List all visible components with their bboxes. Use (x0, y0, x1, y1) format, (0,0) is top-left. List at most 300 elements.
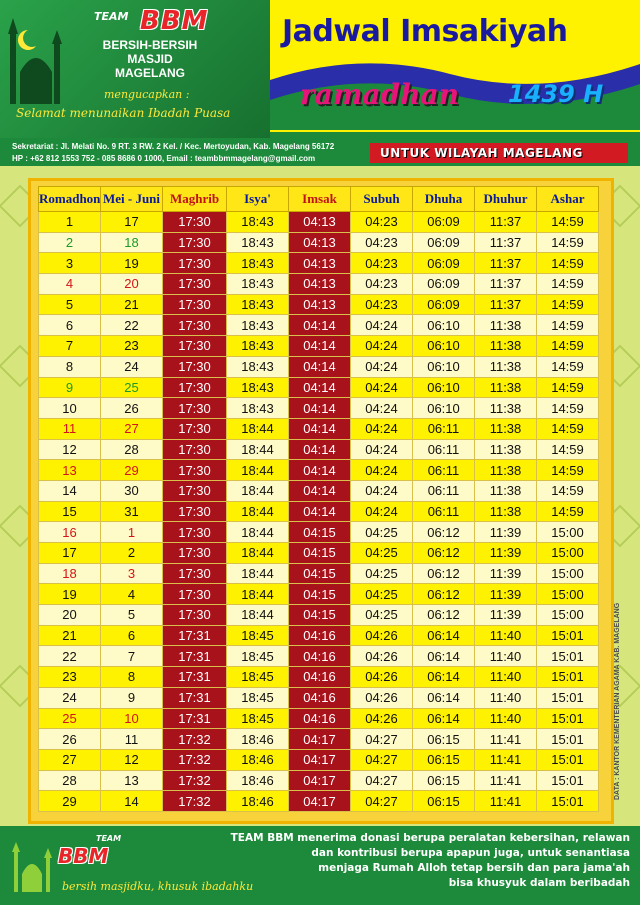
cell-ashar: 15:01 (537, 646, 599, 667)
cell-isya: 18:43 (227, 274, 289, 295)
table-row (39, 274, 599, 295)
cell-dhuha: 06:12 (413, 522, 475, 543)
cell-ashar: 14:59 (537, 253, 599, 274)
hijri-year: 1439 H (508, 80, 604, 108)
cell-ashar: 14:59 (537, 418, 599, 439)
cell-imsak: 04:16 (289, 708, 351, 729)
cell-dhuhur: 11:40 (475, 687, 537, 708)
cell-romadhon: 13 (39, 460, 101, 481)
cell-ashar: 14:59 (537, 315, 599, 336)
cell-isya: 18:45 (227, 708, 289, 729)
cell-subuh: 04:27 (351, 749, 413, 770)
cell-maghrib: 17:31 (163, 625, 227, 646)
cell-ashar: 14:59 (537, 212, 599, 233)
cell-dhuhur: 11:39 (475, 584, 537, 605)
cell-dhuhur: 11:39 (475, 605, 537, 626)
cell-ashar: 15:01 (537, 687, 599, 708)
cell-dhuhur: 11:38 (475, 356, 537, 377)
cell-maghrib: 17:30 (163, 543, 227, 564)
cell-ashar: 15:00 (537, 605, 599, 626)
cell-imsak: 04:13 (289, 212, 351, 233)
cell-dhuha: 06:15 (413, 729, 475, 750)
cell-isya: 18:43 (227, 212, 289, 233)
cell-dhuha: 06:14 (413, 687, 475, 708)
cell-dhuhur: 11:40 (475, 708, 537, 729)
cell-subuh: 04:26 (351, 646, 413, 667)
cell-romadhon: 18 (39, 563, 101, 584)
cell-imsak: 04:14 (289, 336, 351, 357)
cell-ashar: 15:00 (537, 522, 599, 543)
cell-date: 4 (101, 584, 163, 605)
cell-imsak: 04:14 (289, 439, 351, 460)
cell-date: 28 (101, 439, 163, 460)
cell-dhuha: 06:12 (413, 543, 475, 564)
cell-romadhon: 4 (39, 274, 101, 295)
cell-imsak: 04:16 (289, 667, 351, 688)
table-row (39, 687, 599, 708)
cell-romadhon: 11 (39, 418, 101, 439)
cell-dhuhur: 11:38 (475, 377, 537, 398)
cell-ashar: 14:59 (537, 398, 599, 419)
cell-isya: 18:43 (227, 232, 289, 253)
cell-romadhon: 7 (39, 336, 101, 357)
cell-maghrib: 17:30 (163, 439, 227, 460)
cell-romadhon: 10 (39, 398, 101, 419)
cell-imsak: 04:16 (289, 646, 351, 667)
cell-date: 26 (101, 398, 163, 419)
cell-subuh: 04:24 (351, 356, 413, 377)
cell-maghrib: 17:30 (163, 480, 227, 501)
cell-maghrib: 17:30 (163, 501, 227, 522)
cell-isya: 18:43 (227, 356, 289, 377)
cell-dhuha: 06:12 (413, 563, 475, 584)
cell-date: 29 (101, 460, 163, 481)
cell-ashar: 15:01 (537, 667, 599, 688)
cell-imsak: 04:13 (289, 294, 351, 315)
cell-imsak: 04:15 (289, 605, 351, 626)
cell-subuh: 04:25 (351, 563, 413, 584)
table-row (39, 480, 599, 501)
table-row (39, 729, 599, 750)
table-row (39, 418, 599, 439)
cell-maghrib: 17:32 (163, 791, 227, 812)
cell-dhuhur: 11:37 (475, 253, 537, 274)
cell-maghrib: 17:30 (163, 584, 227, 605)
header-imsak: Imsak (289, 187, 351, 212)
cell-imsak: 04:13 (289, 232, 351, 253)
table-row (39, 791, 599, 812)
table-row (39, 294, 599, 315)
cell-imsak: 04:14 (289, 418, 351, 439)
data-source-note: DATA : KANTOR KEMENTERIAN AGAMA KAB. MAGELANG (614, 602, 621, 800)
ramadhan-script: ramadhan (300, 78, 460, 111)
cell-date: 30 (101, 480, 163, 501)
table-row (39, 377, 599, 398)
cell-imsak: 04:17 (289, 749, 351, 770)
header-romadhon: Romadhon (39, 187, 101, 212)
cell-maghrib: 17:31 (163, 708, 227, 729)
donation-line: bisa khusyuk dalam beribadah (448, 877, 630, 889)
cell-ashar: 14:59 (537, 377, 599, 398)
page-title: Jadwal Imsakiyah (282, 14, 568, 49)
cell-date: 7 (101, 646, 163, 667)
cell-maghrib: 17:32 (163, 749, 227, 770)
cell-maghrib: 17:30 (163, 418, 227, 439)
cell-romadhon: 5 (39, 294, 101, 315)
cell-ashar: 14:59 (537, 294, 599, 315)
cell-dhuhur: 11:39 (475, 543, 537, 564)
cell-isya: 18:43 (227, 315, 289, 336)
cell-dhuhur: 11:41 (475, 729, 537, 750)
header-isya: Isya' (227, 187, 289, 212)
cell-dhuha: 06:11 (413, 439, 475, 460)
cell-subuh: 04:23 (351, 253, 413, 274)
region-label: UNTUK WILAYAH MAGELANG (380, 146, 583, 160)
cell-dhuhur: 11:38 (475, 315, 537, 336)
cell-subuh: 04:23 (351, 232, 413, 253)
cell-date: 25 (101, 377, 163, 398)
cell-dhuhur: 11:37 (475, 212, 537, 233)
donation-message (198, 831, 630, 891)
cell-date: 5 (101, 605, 163, 626)
cell-dhuha: 06:14 (413, 625, 475, 646)
cell-date: 9 (101, 687, 163, 708)
cell-ashar: 15:00 (537, 563, 599, 584)
cell-ashar: 14:59 (537, 501, 599, 522)
cell-romadhon: 23 (39, 667, 101, 688)
cell-ashar: 14:59 (537, 356, 599, 377)
cell-imsak: 04:13 (289, 274, 351, 295)
cell-subuh: 04:27 (351, 729, 413, 750)
cell-romadhon: 21 (39, 625, 101, 646)
cell-maghrib: 17:30 (163, 522, 227, 543)
table-row (39, 212, 599, 233)
header-maghrib: Maghrib (163, 187, 227, 212)
cell-romadhon: 16 (39, 522, 101, 543)
cell-isya: 18:45 (227, 646, 289, 667)
cell-subuh: 04:24 (351, 460, 413, 481)
table-row (39, 439, 599, 460)
cell-dhuha: 06:14 (413, 708, 475, 729)
cell-dhuha: 06:12 (413, 605, 475, 626)
donation-line: dan kontribusi berupa apapun juga, untuk senantiasa (311, 847, 630, 859)
table-body (39, 212, 599, 812)
mengucapkan-text: mengucapkan : (104, 88, 190, 101)
cell-dhuha: 06:11 (413, 418, 475, 439)
cell-dhuha: 06:11 (413, 501, 475, 522)
donation-line: menjaga Rumah Alloh tetap bersih dan para jama'ah (318, 862, 630, 874)
cell-maghrib: 17:30 (163, 274, 227, 295)
cell-ashar: 15:01 (537, 749, 599, 770)
cell-subuh: 04:27 (351, 791, 413, 812)
address-line1: Sekretariat : Jl. Melati No. 9 RT. 3 RW. 2 Kel. / Kec. Mertoyudan, Kab. Magelang 56172 (12, 142, 335, 151)
cell-ashar: 15:00 (537, 584, 599, 605)
cell-romadhon: 12 (39, 439, 101, 460)
cell-dhuha: 06:09 (413, 212, 475, 233)
cell-isya: 18:44 (227, 480, 289, 501)
cell-date: 11 (101, 729, 163, 750)
cell-subuh: 04:24 (351, 480, 413, 501)
cell-subuh: 04:26 (351, 708, 413, 729)
cell-dhuha: 06:14 (413, 667, 475, 688)
cell-isya: 18:43 (227, 253, 289, 274)
cell-dhuha: 06:10 (413, 356, 475, 377)
cell-subuh: 04:25 (351, 584, 413, 605)
cell-romadhon: 17 (39, 543, 101, 564)
cell-subuh: 04:24 (351, 398, 413, 419)
cell-imsak: 04:14 (289, 356, 351, 377)
cell-isya: 18:43 (227, 398, 289, 419)
cell-subuh: 04:25 (351, 522, 413, 543)
cell-subuh: 04:23 (351, 274, 413, 295)
cell-dhuha: 06:10 (413, 398, 475, 419)
cell-ashar: 14:59 (537, 274, 599, 295)
cell-maghrib: 17:32 (163, 770, 227, 791)
header-dhuha: Dhuha (413, 187, 475, 212)
cell-romadhon: 20 (39, 605, 101, 626)
cell-date: 19 (101, 253, 163, 274)
cell-dhuhur: 11:38 (475, 418, 537, 439)
cell-imsak: 04:14 (289, 460, 351, 481)
cell-dhuhur: 11:37 (475, 294, 537, 315)
cell-subuh: 04:23 (351, 212, 413, 233)
cell-isya: 18:44 (227, 563, 289, 584)
table-row (39, 501, 599, 522)
table-row (39, 770, 599, 791)
cell-dhuhur: 11:40 (475, 646, 537, 667)
cell-subuh: 04:24 (351, 418, 413, 439)
cell-dhuhur: 11:39 (475, 563, 537, 584)
cell-dhuhur: 11:41 (475, 770, 537, 791)
cell-maghrib: 17:30 (163, 563, 227, 584)
table-row (39, 708, 599, 729)
cell-imsak: 04:15 (289, 584, 351, 605)
cell-maghrib: 17:32 (163, 729, 227, 750)
cell-subuh: 04:24 (351, 439, 413, 460)
cell-ashar: 15:01 (537, 791, 599, 812)
header-ashar: Ashar (537, 187, 599, 212)
cell-isya: 18:43 (227, 336, 289, 357)
cell-date: 21 (101, 294, 163, 315)
cell-maghrib: 17:31 (163, 646, 227, 667)
cell-imsak: 04:15 (289, 522, 351, 543)
cell-isya: 18:44 (227, 522, 289, 543)
cell-dhuhur: 11:41 (475, 791, 537, 812)
cell-maghrib: 17:31 (163, 667, 227, 688)
cell-imsak: 04:14 (289, 398, 351, 419)
cell-imsak: 04:16 (289, 625, 351, 646)
cell-imsak: 04:13 (289, 253, 351, 274)
table-row (39, 667, 599, 688)
cell-subuh: 04:24 (351, 315, 413, 336)
address-block (12, 141, 334, 165)
org-name (80, 38, 220, 80)
cell-dhuha: 06:11 (413, 460, 475, 481)
cell-dhuha: 06:09 (413, 294, 475, 315)
cell-imsak: 04:17 (289, 729, 351, 750)
cell-dhuhur: 11:37 (475, 274, 537, 295)
cell-date: 18 (101, 232, 163, 253)
cell-romadhon: 14 (39, 480, 101, 501)
cell-ashar: 14:59 (537, 480, 599, 501)
cell-isya: 18:44 (227, 605, 289, 626)
cell-subuh: 04:26 (351, 687, 413, 708)
cell-romadhon: 9 (39, 377, 101, 398)
table-row (39, 336, 599, 357)
cell-date: 1 (101, 522, 163, 543)
footer-team-label: TEAM (96, 834, 122, 843)
cell-isya: 18:44 (227, 460, 289, 481)
cell-isya: 18:44 (227, 543, 289, 564)
cell-romadhon: 25 (39, 708, 101, 729)
cell-dhuha: 06:15 (413, 770, 475, 791)
cell-imsak: 04:15 (289, 563, 351, 584)
cell-maghrib: 17:30 (163, 336, 227, 357)
cell-maghrib: 17:30 (163, 605, 227, 626)
cell-ashar: 14:59 (537, 460, 599, 481)
cell-subuh: 04:25 (351, 543, 413, 564)
table-row (39, 646, 599, 667)
table-row (39, 625, 599, 646)
cell-subuh: 04:24 (351, 377, 413, 398)
cell-maghrib: 17:30 (163, 356, 227, 377)
cell-romadhon: 24 (39, 687, 101, 708)
footer-team-logo: BBM (58, 844, 109, 868)
header-mei-juni: Mei - Juni (101, 187, 163, 212)
cell-maghrib: 17:30 (163, 377, 227, 398)
cell-imsak: 04:16 (289, 687, 351, 708)
table-row (39, 522, 599, 543)
cell-dhuhur: 11:38 (475, 480, 537, 501)
cell-ashar: 15:01 (537, 770, 599, 791)
cell-dhuha: 06:11 (413, 480, 475, 501)
cell-maghrib: 17:30 (163, 398, 227, 419)
cell-imsak: 04:17 (289, 770, 351, 791)
header-dhuhur: Dhuhur (475, 187, 537, 212)
cell-subuh: 04:24 (351, 336, 413, 357)
cell-isya: 18:46 (227, 749, 289, 770)
cell-date: 27 (101, 418, 163, 439)
table-row (39, 605, 599, 626)
cell-imsak: 04:14 (289, 480, 351, 501)
table-row (39, 232, 599, 253)
org-name-line2: MAGELANG (115, 66, 185, 80)
cell-imsak: 04:14 (289, 377, 351, 398)
cell-romadhon: 1 (39, 212, 101, 233)
cell-subuh: 04:26 (351, 667, 413, 688)
cell-date: 24 (101, 356, 163, 377)
cell-romadhon: 19 (39, 584, 101, 605)
cell-isya: 18:43 (227, 377, 289, 398)
cell-date: 31 (101, 501, 163, 522)
table-row (39, 563, 599, 584)
cell-dhuha: 06:10 (413, 336, 475, 357)
cell-subuh: 04:26 (351, 625, 413, 646)
cell-maghrib: 17:30 (163, 212, 227, 233)
cell-date: 20 (101, 274, 163, 295)
cell-imsak: 04:15 (289, 543, 351, 564)
cell-ashar: 14:59 (537, 336, 599, 357)
cell-dhuhur: 11:41 (475, 749, 537, 770)
cell-ashar: 14:59 (537, 232, 599, 253)
cell-dhuha: 06:09 (413, 232, 475, 253)
cell-date: 13 (101, 770, 163, 791)
cell-maghrib: 17:30 (163, 253, 227, 274)
cell-date: 12 (101, 749, 163, 770)
cell-subuh: 04:23 (351, 294, 413, 315)
cell-dhuhur: 11:38 (475, 501, 537, 522)
cell-dhuha: 06:15 (413, 791, 475, 812)
table-row (39, 398, 599, 419)
mosque-icon (4, 14, 68, 110)
cell-date: 6 (101, 625, 163, 646)
cell-dhuhur: 11:38 (475, 336, 537, 357)
cell-romadhon: 15 (39, 501, 101, 522)
cell-maghrib: 17:30 (163, 294, 227, 315)
cell-dhuha: 06:10 (413, 377, 475, 398)
cell-maghrib: 17:31 (163, 687, 227, 708)
cell-isya: 18:46 (227, 791, 289, 812)
cell-imsak: 04:17 (289, 791, 351, 812)
cell-date: 17 (101, 212, 163, 233)
cell-ashar: 14:59 (537, 439, 599, 460)
table-header-row (39, 187, 599, 212)
cell-romadhon: 29 (39, 791, 101, 812)
cell-dhuhur: 11:37 (475, 232, 537, 253)
cell-romadhon: 27 (39, 749, 101, 770)
cell-dhuha: 06:09 (413, 253, 475, 274)
address-line2: HP : +62 812 1553 752 - 085 8686 0 1000, Email : teambbmmagelang@gmail.com (12, 154, 316, 163)
cell-date: 3 (101, 563, 163, 584)
table-row (39, 584, 599, 605)
cell-dhuha: 06:14 (413, 646, 475, 667)
table-row (39, 315, 599, 336)
cell-isya: 18:43 (227, 294, 289, 315)
cell-date: 8 (101, 667, 163, 688)
org-name-line1: BERSIH-BERSIH MASJID (102, 38, 198, 66)
cell-date: 10 (101, 708, 163, 729)
cell-romadhon: 28 (39, 770, 101, 791)
cell-isya: 18:45 (227, 687, 289, 708)
cell-maghrib: 17:30 (163, 315, 227, 336)
cell-dhuha: 06:15 (413, 749, 475, 770)
cell-date: 2 (101, 543, 163, 564)
cell-isya: 18:46 (227, 770, 289, 791)
cell-subuh: 04:24 (351, 501, 413, 522)
cell-isya: 18:46 (227, 729, 289, 750)
cell-subuh: 04:27 (351, 770, 413, 791)
cell-date: 22 (101, 315, 163, 336)
cell-dhuhur: 11:39 (475, 522, 537, 543)
cell-dhuhur: 11:38 (475, 460, 537, 481)
cell-maghrib: 17:30 (163, 460, 227, 481)
cell-dhuhur: 11:40 (475, 625, 537, 646)
cell-isya: 18:44 (227, 439, 289, 460)
cell-imsak: 04:14 (289, 501, 351, 522)
cell-romadhon: 8 (39, 356, 101, 377)
cell-isya: 18:45 (227, 667, 289, 688)
cell-dhuhur: 11:40 (475, 667, 537, 688)
imsakiyah-table (38, 186, 599, 812)
cell-date: 14 (101, 791, 163, 812)
cell-isya: 18:45 (227, 625, 289, 646)
cell-romadhon: 6 (39, 315, 101, 336)
team-logo-text: BBM (140, 6, 209, 36)
cell-dhuhur: 11:38 (475, 439, 537, 460)
cell-imsak: 04:14 (289, 315, 351, 336)
cell-romadhon: 3 (39, 253, 101, 274)
cell-date: 23 (101, 336, 163, 357)
